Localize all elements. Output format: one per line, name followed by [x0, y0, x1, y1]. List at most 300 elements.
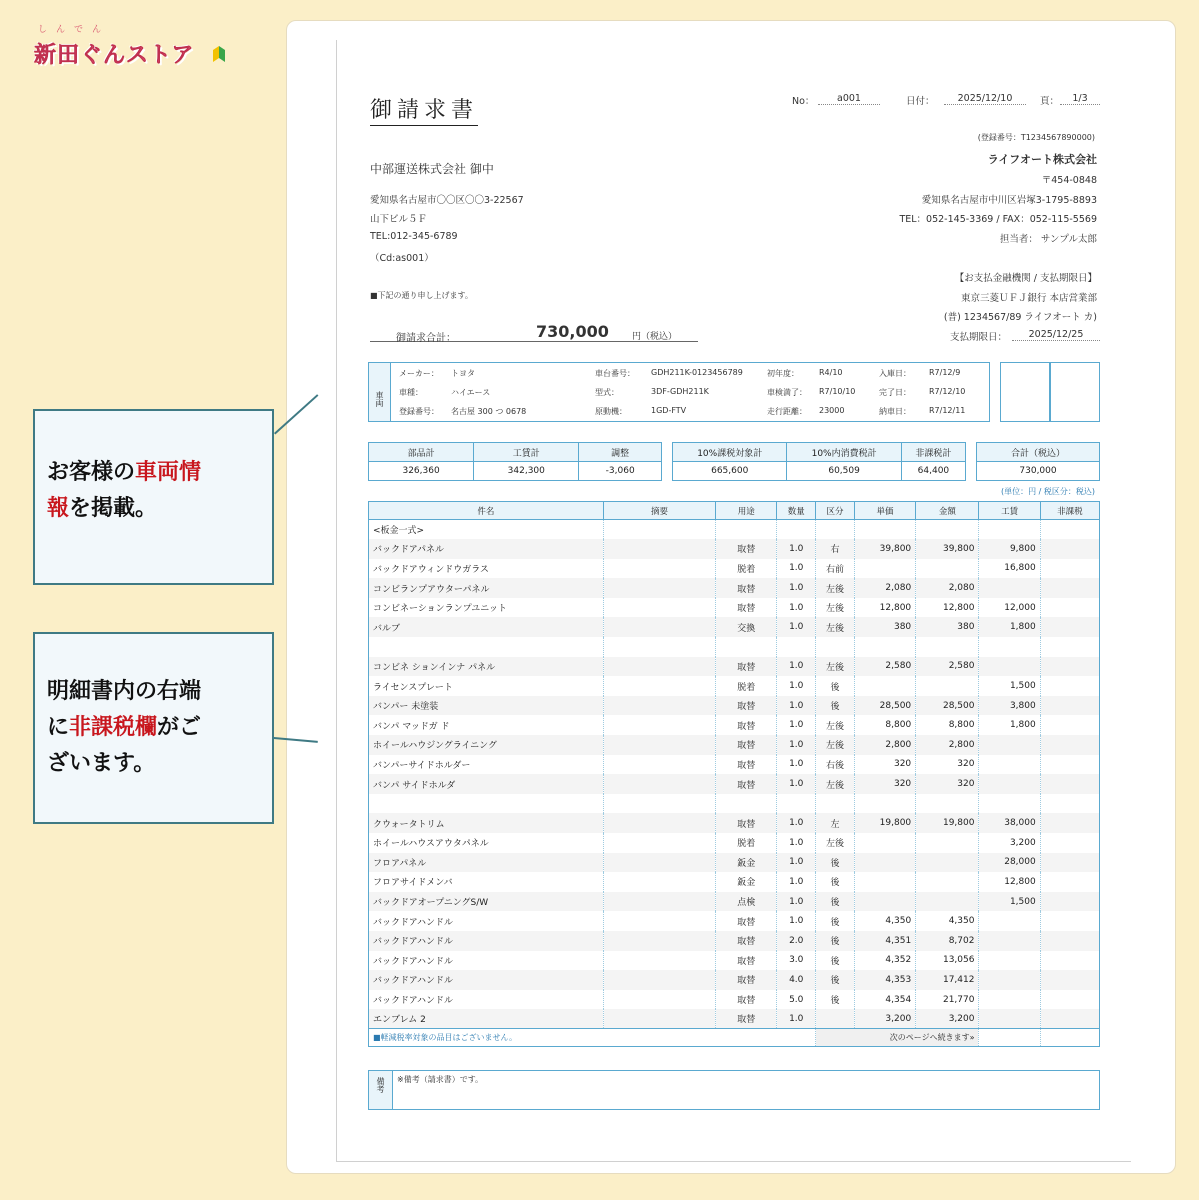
table-row [369, 676, 1100, 696]
table-cell [1040, 990, 1099, 1010]
table-cell: 右 [816, 539, 855, 559]
table-cell [1040, 598, 1099, 618]
table-cell: 1.0 [777, 911, 816, 931]
table-cell [854, 794, 915, 814]
vehicle-field-label: 原動機： [595, 407, 627, 416]
table-row [369, 559, 1100, 579]
vehicle-field-value: R4/10 [819, 368, 843, 377]
table-cell: バックドアハンドル [369, 990, 604, 1010]
table-row [369, 735, 1100, 755]
table-cell: 後 [816, 872, 855, 892]
sum-header: 非課税計 [901, 443, 965, 462]
vehicle-field-value: 23000 [819, 406, 845, 415]
table-cell: 鈑金 [716, 853, 777, 873]
table-cell: 脱着 [716, 676, 777, 696]
vehicle-field-value: GDH211K-0123456789 [651, 368, 743, 377]
table-cell: 9,800 [979, 539, 1040, 559]
table-cell: 2,800 [854, 735, 915, 755]
column-header: 単価 [854, 502, 915, 520]
table-cell: ライセンスプレート [369, 676, 604, 696]
table-cell: 後 [816, 951, 855, 971]
total-amount-box [370, 322, 698, 342]
table-cell [1040, 911, 1099, 931]
table-cell [1040, 970, 1099, 990]
client-address: 愛知県名古屋市〇〇区〇〇3-22567 [370, 195, 524, 206]
summary-grand-total [976, 442, 1100, 481]
notes-side-label: 備考 [369, 1071, 393, 1109]
table-cell [916, 892, 979, 912]
table-cell: ホイールハウスアウタパネル [369, 833, 604, 853]
callout-text: お客様の [47, 460, 136, 485]
bank-name: 東京三菱ＵＦＪ銀行 本店営業部 [960, 293, 1097, 304]
table-cell: コンビランプアウターパネル [369, 578, 604, 598]
callout-highlight: 非課税欄 [69, 715, 158, 740]
vehicle-field-value: 名古屋 300 つ 0678 [451, 407, 527, 416]
table-cell [854, 892, 915, 912]
table-cell: <板金一式> [369, 520, 604, 540]
table-cell [603, 676, 715, 696]
table-cell: 380 [916, 617, 979, 637]
table-row [369, 813, 1100, 833]
table-cell [979, 520, 1040, 540]
empty-cell [1040, 1029, 1099, 1047]
table-cell: 1.0 [777, 559, 816, 579]
vehicle-field-value: トヨタ [451, 369, 475, 378]
table-row [369, 715, 1100, 735]
table-cell [1040, 755, 1099, 775]
table-cell: 320 [916, 755, 979, 775]
table-cell: 後 [816, 892, 855, 912]
table-cell [603, 1009, 715, 1029]
table-cell [603, 872, 715, 892]
table-cell [816, 1009, 855, 1029]
table-cell: 左後 [816, 578, 855, 598]
table-cell: 3,800 [979, 696, 1040, 716]
vehicle-info-box [368, 362, 990, 422]
table-cell [979, 578, 1040, 598]
table-cell: 4,354 [854, 990, 915, 1010]
table-cell: 4,351 [854, 931, 915, 951]
table-cell: 17,412 [916, 970, 979, 990]
vehicle-field-value: R7/12/9 [929, 368, 961, 377]
table-cell: 後 [816, 931, 855, 951]
table-cell: 取替 [716, 578, 777, 598]
date-label: 日付： [906, 96, 935, 107]
table-row [369, 931, 1100, 951]
table-cell [979, 931, 1040, 951]
table-cell [716, 794, 777, 814]
table-cell [603, 578, 715, 598]
table-cell: 8,702 [916, 931, 979, 951]
table-cell: 1,800 [979, 715, 1040, 735]
vehicle-field-label: 型式： [595, 388, 619, 397]
table-cell: 4.0 [777, 970, 816, 990]
table-cell: 1.0 [777, 1009, 816, 1029]
table-row [369, 657, 1100, 677]
table-cell: 39,800 [854, 539, 915, 559]
table-cell: 12,800 [854, 598, 915, 618]
vehicle-field-label: 車検満了： [767, 388, 807, 397]
table-cell: 左後 [816, 598, 855, 618]
store-logo [34, 22, 234, 82]
total-unit: 円（税込） [632, 332, 678, 342]
table-cell: 左後 [816, 735, 855, 755]
table-cell [603, 657, 715, 677]
table-cell: 2,800 [916, 735, 979, 755]
table-cell [1040, 657, 1099, 677]
table-cell [854, 853, 915, 873]
table-cell: 2.0 [777, 931, 816, 951]
table-cell [603, 951, 715, 971]
table-cell: フロアパネル [369, 853, 604, 873]
table-cell: バックドアハンドル [369, 951, 604, 971]
table-cell [979, 970, 1040, 990]
table-cell [603, 853, 715, 873]
table-cell [1040, 853, 1099, 873]
table-cell: 1,500 [979, 892, 1040, 912]
table-cell [603, 637, 715, 657]
table-cell: 取替 [716, 657, 777, 677]
table-cell [603, 833, 715, 853]
vehicle-field-label: 初年度： [767, 369, 799, 378]
issuer-address: 愛知県名古屋市中川区岩塚3-1795-8893 [921, 195, 1097, 206]
table-cell: 3,200 [979, 833, 1040, 853]
vehicle-field-label: 車台番号： [595, 369, 635, 378]
table-cell [979, 951, 1040, 971]
callout-text: に [47, 715, 70, 740]
table-cell: 1,800 [979, 617, 1040, 637]
table-cell: 左後 [816, 833, 855, 853]
column-header: 件名 [369, 502, 604, 520]
table-cell [1040, 735, 1099, 755]
table-cell: 2,580 [854, 657, 915, 677]
table-cell [603, 598, 715, 618]
table-cell: バックドアオープニングS/W [369, 892, 604, 912]
table-cell [603, 892, 715, 912]
table-cell [603, 931, 715, 951]
stamp-box [1000, 362, 1050, 422]
table-row [369, 617, 1100, 637]
table-cell: 左後 [816, 617, 855, 637]
table-cell [603, 617, 715, 637]
table-cell: 交換 [716, 617, 777, 637]
vehicle-field-label: 納車日： [879, 407, 911, 416]
table-cell: 1.0 [777, 598, 816, 618]
invoice-date: 2025/12/10 [944, 93, 1026, 105]
table-row [369, 951, 1100, 971]
table-cell [1040, 559, 1099, 579]
table-cell [854, 637, 915, 657]
sum-value: 64,400 [901, 462, 965, 481]
table-cell: 脱着 [716, 833, 777, 853]
column-header: 工賃 [979, 502, 1040, 520]
table-cell: 後 [816, 970, 855, 990]
table-row [369, 990, 1100, 1010]
issuer-tel-fax: TEL：052-145-3369 / FAX：052-115-5569 [899, 214, 1097, 225]
table-cell: 13,056 [916, 951, 979, 971]
table-cell: 2,580 [916, 657, 979, 677]
vehicle-field-value: 3DF-GDH211K [651, 387, 709, 396]
vehicle-field-value: R7/12/10 [929, 387, 966, 396]
table-cell [854, 559, 915, 579]
table-cell [979, 911, 1040, 931]
table-cell [1040, 715, 1099, 735]
issuer-company: ライフオート株式会社 [987, 153, 1097, 166]
table-cell: 28,000 [979, 853, 1040, 873]
vehicle-field-value: ハイエース [451, 388, 491, 397]
table-cell: バンパ マッドガ ド [369, 715, 604, 735]
table-cell: バックドアハンドル [369, 970, 604, 990]
column-header: 区分 [816, 502, 855, 520]
table-cell: 12,800 [979, 872, 1040, 892]
table-cell: 取替 [716, 696, 777, 716]
sum-value: 60,509 [787, 462, 901, 481]
table-cell: 2,080 [916, 578, 979, 598]
table-cell: 28,500 [916, 696, 979, 716]
table-cell: 3,200 [854, 1009, 915, 1029]
table-row [369, 911, 1100, 931]
table-cell [916, 872, 979, 892]
table-cell: コンビネーションランプユニット [369, 598, 604, 618]
sum-header: 調整 [579, 443, 662, 462]
table-cell: バルブ [369, 617, 604, 637]
callout-highlight: 報 [47, 496, 70, 521]
table-cell [916, 676, 979, 696]
table-cell: 12,800 [916, 598, 979, 618]
line-items-table [368, 501, 1100, 1047]
table-row [369, 539, 1100, 559]
table-cell: 取替 [716, 931, 777, 951]
table-cell: 1.0 [777, 755, 816, 775]
table-cell: 左後 [816, 774, 855, 794]
table-cell [916, 520, 979, 540]
table-cell: 取替 [716, 813, 777, 833]
table-cell: バンパーサイドホルダー [369, 755, 604, 775]
registration-number: (登録番号：T1234567890000) [977, 133, 1095, 142]
table-cell [1040, 833, 1099, 853]
column-header: 金額 [916, 502, 979, 520]
table-cell [1040, 931, 1099, 951]
table-cell [603, 559, 715, 579]
table-cell: 1.0 [777, 735, 816, 755]
table-cell [777, 637, 816, 657]
table-row [369, 755, 1100, 775]
table-cell: 左後 [816, 657, 855, 677]
table-cell [979, 990, 1040, 1010]
table-cell: 4,352 [854, 951, 915, 971]
table-cell: 取替 [716, 990, 777, 1010]
table-cell [979, 794, 1040, 814]
table-cell: 鈑金 [716, 872, 777, 892]
summary-tax [672, 442, 966, 481]
table-cell: 後 [816, 676, 855, 696]
table-cell [1040, 794, 1099, 814]
table-cell: 後 [816, 696, 855, 716]
table-cell: 右前 [816, 559, 855, 579]
table-cell: 取替 [716, 715, 777, 735]
table-cell: クウォータトリム [369, 813, 604, 833]
table-cell: 1.0 [777, 892, 816, 912]
table-cell: 取替 [716, 598, 777, 618]
table-cell [979, 657, 1040, 677]
table-cell [1040, 892, 1099, 912]
table-cell: 取替 [716, 735, 777, 755]
table-cell [603, 715, 715, 735]
table-cell [777, 520, 816, 540]
table-cell [603, 794, 715, 814]
client-building: 山下ビル５Ｆ [370, 214, 428, 225]
client-code: （Cd:as001） [370, 253, 434, 264]
table-row [369, 872, 1100, 892]
table-cell [1040, 520, 1099, 540]
invoice-title: 御請求書 [370, 93, 478, 126]
table-cell: 1.0 [777, 578, 816, 598]
table-row [369, 520, 1100, 540]
table-cell [854, 520, 915, 540]
issuer-zip: 〒454-0848 [1041, 175, 1097, 186]
table-cell [916, 853, 979, 873]
table-cell [1040, 676, 1099, 696]
table-cell: 取替 [716, 774, 777, 794]
table-cell [916, 833, 979, 853]
table-cell [979, 774, 1040, 794]
summary-parts-labor [368, 442, 662, 481]
table-cell [1040, 774, 1099, 794]
total-label: 御請求合計： [396, 333, 456, 344]
table-cell: 320 [854, 755, 915, 775]
table-cell: バックドアウィンドウガラス [369, 559, 604, 579]
table-row [369, 833, 1100, 853]
table-cell: 8,800 [916, 715, 979, 735]
table-cell: エンブレム 2 [369, 1009, 604, 1029]
table-cell: 左後 [816, 715, 855, 735]
table-cell [1040, 813, 1099, 833]
table-cell: 1.0 [777, 774, 816, 794]
table-cell [816, 794, 855, 814]
table-cell [369, 794, 604, 814]
table-cell: 取替 [716, 951, 777, 971]
issuer-person: 担当者： サンプル太郎 [999, 234, 1097, 245]
table-cell: 脱着 [716, 559, 777, 579]
sum-header: 10%内消費税計 [787, 443, 901, 462]
table-cell: 4,350 [854, 911, 915, 931]
table-cell [603, 735, 715, 755]
table-cell [816, 520, 855, 540]
vehicle-field-value: R7/10/10 [819, 387, 856, 396]
invoice-number-label: No： [792, 96, 815, 107]
logo-ruby: しんでん [38, 25, 111, 35]
sum-value: 730,000 [977, 462, 1100, 481]
vehicle-side-label: 車両 [369, 363, 391, 421]
table-cell: 21,770 [916, 990, 979, 1010]
table-cell [816, 637, 855, 657]
table-cell: 39,800 [916, 539, 979, 559]
column-header: 非課税 [1040, 502, 1099, 520]
table-cell [1040, 696, 1099, 716]
table-cell: 8,800 [854, 715, 915, 735]
table-cell: 3,200 [916, 1009, 979, 1029]
table-cell [1040, 578, 1099, 598]
table-row [369, 598, 1100, 618]
table-cell: 後 [816, 990, 855, 1010]
table-cell [916, 637, 979, 657]
table-cell: 1.0 [777, 696, 816, 716]
client-name: 中部運送株式会社 御中 [370, 162, 494, 176]
table-row [369, 794, 1100, 814]
callout-text: ざいます。 [47, 751, 156, 776]
table-cell [603, 813, 715, 833]
table-cell: 5.0 [777, 990, 816, 1010]
sum-header: 10%課税対象計 [673, 443, 787, 462]
callout-highlight: 車両情 [135, 460, 202, 485]
column-header: 用途 [716, 502, 777, 520]
table-cell [979, 735, 1040, 755]
table-cell: 1.0 [777, 853, 816, 873]
table-cell: 取替 [716, 755, 777, 775]
table-cell: 左 [816, 813, 855, 833]
column-header: 数量 [777, 502, 816, 520]
vehicle-field-label: 登録番号： [399, 407, 439, 416]
stamp-box [1050, 362, 1100, 422]
due-date-label: 支払期限日： [950, 332, 1008, 343]
table-cell: 1.0 [777, 676, 816, 696]
sum-value: -3,060 [579, 462, 662, 481]
table-cell: 320 [916, 774, 979, 794]
vehicle-field-label: 走行距離： [767, 407, 807, 416]
vehicle-field-value: 1GD-FTV [651, 406, 687, 415]
table-cell [603, 539, 715, 559]
table-cell: バックドアパネル [369, 539, 604, 559]
table-cell: 38,000 [979, 813, 1040, 833]
table-cell [979, 1009, 1040, 1029]
table-cell [716, 520, 777, 540]
empty-cell [979, 1029, 1040, 1047]
table-row [369, 892, 1100, 912]
table-cell: 1.0 [777, 657, 816, 677]
table-cell: 19,800 [854, 813, 915, 833]
table-cell: 28,500 [854, 696, 915, 716]
logo-text: 新田ぐんストア [34, 43, 195, 68]
due-date: 2025/12/25 [1012, 329, 1100, 341]
table-cell: 3.0 [777, 951, 816, 971]
table-cell: コンビネ ションインナ パネル [369, 657, 604, 677]
notes-box [368, 1070, 1100, 1110]
table-cell [1040, 637, 1099, 657]
table-cell [1040, 872, 1099, 892]
invoice-number: a001 [818, 93, 880, 105]
table-cell: バンパー 未塗装 [369, 696, 604, 716]
table-cell: ホイールハウジングライニング [369, 735, 604, 755]
page-label: 頁： [1040, 96, 1060, 107]
table-cell: バックドアハンドル [369, 931, 604, 951]
beginner-leaf-icon [212, 44, 226, 64]
table-row [369, 853, 1100, 873]
table-cell [1040, 539, 1099, 559]
notice-text: ■下記の通り申し上げます。 [370, 291, 473, 300]
bank-heading: 【お支払金融機関 / 支払期限日】 [954, 273, 1097, 284]
table-cell: 右後 [816, 755, 855, 775]
table-cell [916, 559, 979, 579]
table-cell: 取替 [716, 970, 777, 990]
table-row [369, 774, 1100, 794]
table-cell [854, 833, 915, 853]
table-cell: 4,353 [854, 970, 915, 990]
sum-header: 部品計 [369, 443, 474, 462]
table-row [369, 637, 1100, 657]
table-cell: 12,000 [979, 598, 1040, 618]
table-cell [603, 990, 715, 1010]
table-cell: 19,800 [916, 813, 979, 833]
